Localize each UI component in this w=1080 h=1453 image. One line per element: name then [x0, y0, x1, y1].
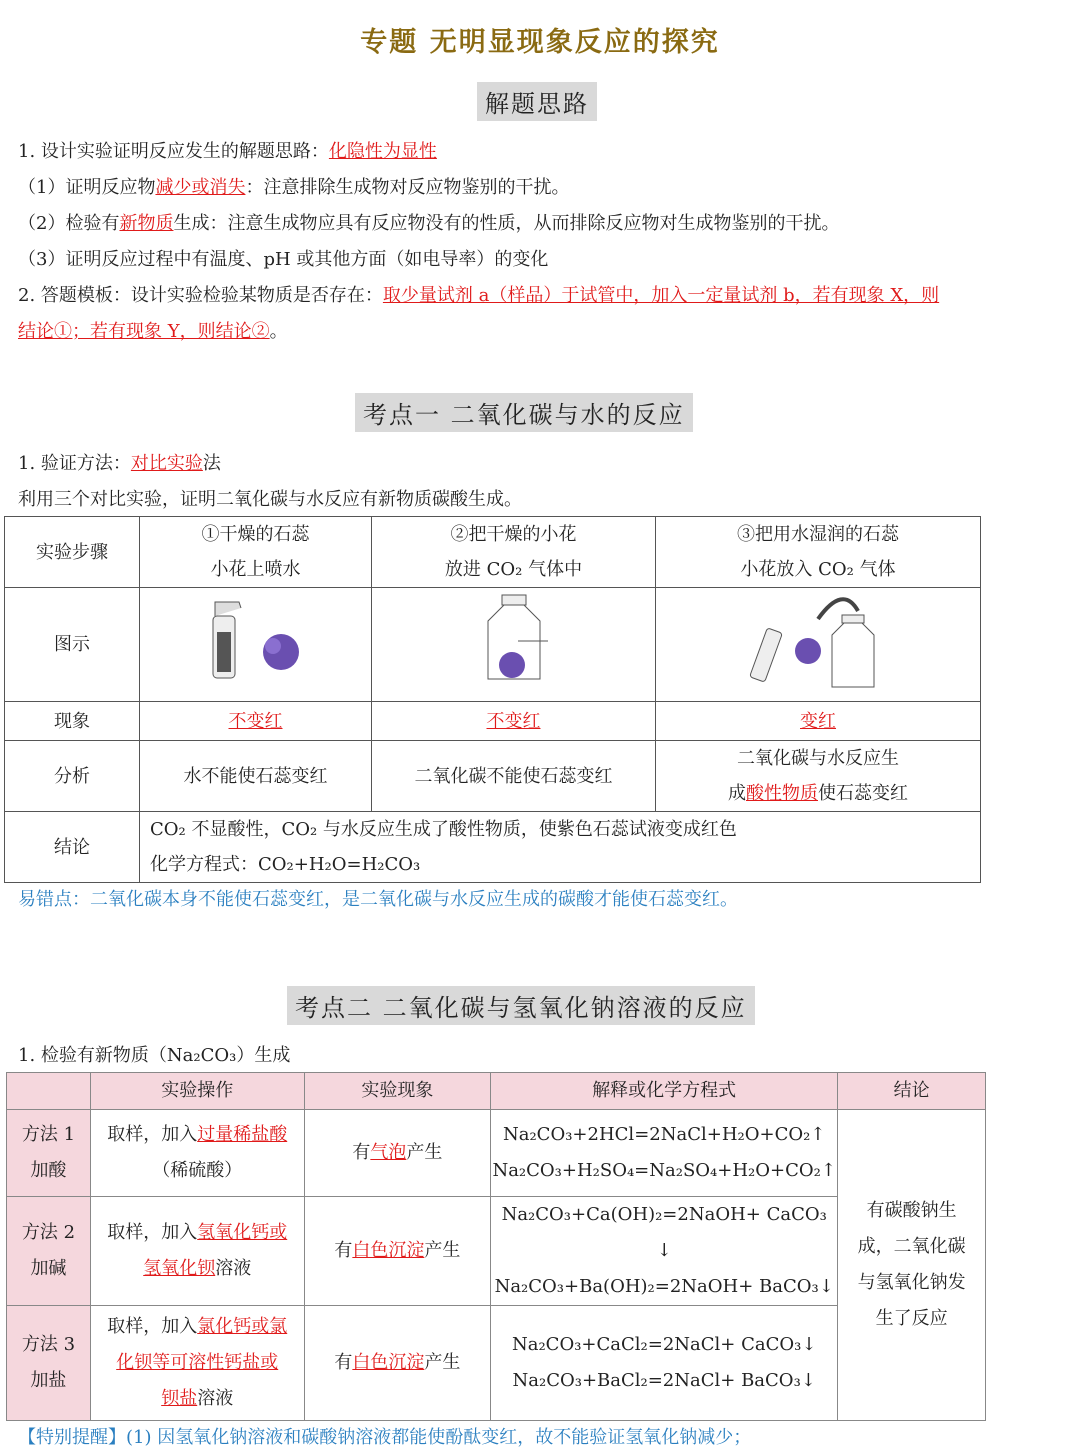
phenomenon-2: 不变红	[486, 710, 541, 732]
intro-line: 利用三个对比实验，证明二氧化碳与水反应有新物质碳酸生成。	[18, 489, 522, 510]
reminder-line: 【特别提醒】(1) 因氢氧化钠溶液和碳酸钠溶液都能使酚酞变红，故不能验证氢氧化钠减少；	[18, 1427, 752, 1448]
method-line: 1. 验证方法：对比实验法	[18, 453, 221, 474]
conclusion: 有碳酸钠生 成，二氧化碳 与氢氧化钠发 生了反应	[838, 1110, 986, 1421]
row-label: 图示	[5, 588, 140, 702]
idea-line-6: 结论①；若有现象 Y，则结论②。	[18, 321, 288, 342]
illustration-2	[372, 588, 656, 702]
co2-water-table	[4, 516, 981, 883]
method-1: 方法 1 加酸	[7, 1110, 91, 1197]
section-heading-2: 考点二 二氧化碳与氢氧化钠溶液的反应	[287, 986, 755, 1025]
analysis-3: 二氧化碳与水反应生 成酸性物质使石蕊变红	[656, 741, 981, 812]
tip-line: 易错点：二氧化碳本身不能使石蕊变红，是二氧化碳与水反应生成的碳酸才能使石蕊变红。	[18, 889, 738, 910]
idea-line-2: （1）证明反应物减少或消失：注意排除生成物对反应物鉴别的干扰。	[18, 177, 570, 198]
idea-line-3: （2）检验有新物质生成：注意生成物应具有反应物没有的性质，从而排除反应物对生成物鉴别的干扰。	[18, 213, 840, 234]
page-title: 专题 无明显现象反应的探究	[360, 27, 720, 58]
row-label: 现象	[5, 702, 140, 741]
na2co3-line: 1. 检验有新物质（Na₂CO₃）生成	[18, 1045, 291, 1066]
idea-line-5: 2. 答题模板：设计实验检验某物质是否存在：取少量试剂 a（样品）于试管中，加入一定量试剂 b，若有现象 X，则	[18, 285, 940, 306]
phenomenon-3: 变红	[800, 710, 836, 732]
illustration-1	[140, 588, 372, 702]
step-1: ①干燥的石蕊 小花上喷水	[140, 517, 372, 588]
step-2: ②把干燥的小花 放进 CO₂ 气体中	[372, 517, 656, 588]
idea-line-1: 1. 设计实验证明反应发生的解题思路：化隐性为显性	[18, 141, 437, 162]
row-label: 结论	[5, 812, 140, 883]
illustration-3	[656, 588, 981, 702]
naoh-table: 实验操作 实验现象 解释或化学方程式 结论 方法 1 加酸 取样，加入过量稀盐酸 （稀硫酸） 有气泡产生 Na₂CO₃+2HCl=2NaCl+H₂O+CO₂↑ Na₂CO₃+H₂SO₄=Na₂SO₄+H₂O+CO₂↑ 有碳酸钠生 成，二氧化碳 与氢氧化钠发 生了反应 方法 2 加碱 取样，加入氢氧化钙或 氢氧化钡溶液 有白色沉淀产生 Na₂CO₃+Ca(OH)₂=2NaOH+ CaCO₃ ↓ Na₂CO₃+Ba(OH)₂=2NaOH+ BaCO₃↓ 方法 3 加盐 取样，加入氯化钙或氯 化钡等可溶性钙盐或 钡盐溶液 有白色沉淀产生 Na₂CO₃+CaCl₂=2NaCl+ CaCO₃↓ Na₂CO₃+BaCl₂=2NaCl+ BaCO₃↓	[6, 1072, 986, 1421]
analysis-2: 二氧化碳不能使石蕊变红	[372, 741, 656, 812]
row-label: 分析	[5, 741, 140, 812]
phenomenon-1: 不变红	[228, 710, 283, 732]
conclusion: CO₂ 不显酸性，CO₂ 与水反应生成了酸性物质，使紫色石蕊试液变成红色 化学方程式：CO₂+H₂O=H₂CO₃	[140, 812, 981, 883]
idea-line-4: （3）证明反应过程中有温度、pH 或其他方面（如电导率）的变化	[18, 249, 549, 270]
method-2: 方法 2 加碱	[7, 1197, 91, 1306]
section-heading-approach: 解题思路	[477, 82, 597, 121]
method-3: 方法 3 加盐	[7, 1306, 91, 1421]
spray-bottle-flower-icon	[201, 594, 311, 684]
spray-flower-jar-icon	[748, 589, 888, 689]
jar-flower-icon	[474, 591, 554, 686]
analysis-1: 水不能使石蕊变红	[140, 741, 372, 812]
step-3: ③把用水湿润的石蕊 小花放入 CO₂ 气体	[656, 517, 981, 588]
row-label: 实验步骤	[5, 517, 140, 588]
section-heading-1: 考点一 二氧化碳与水的反应	[355, 393, 693, 432]
